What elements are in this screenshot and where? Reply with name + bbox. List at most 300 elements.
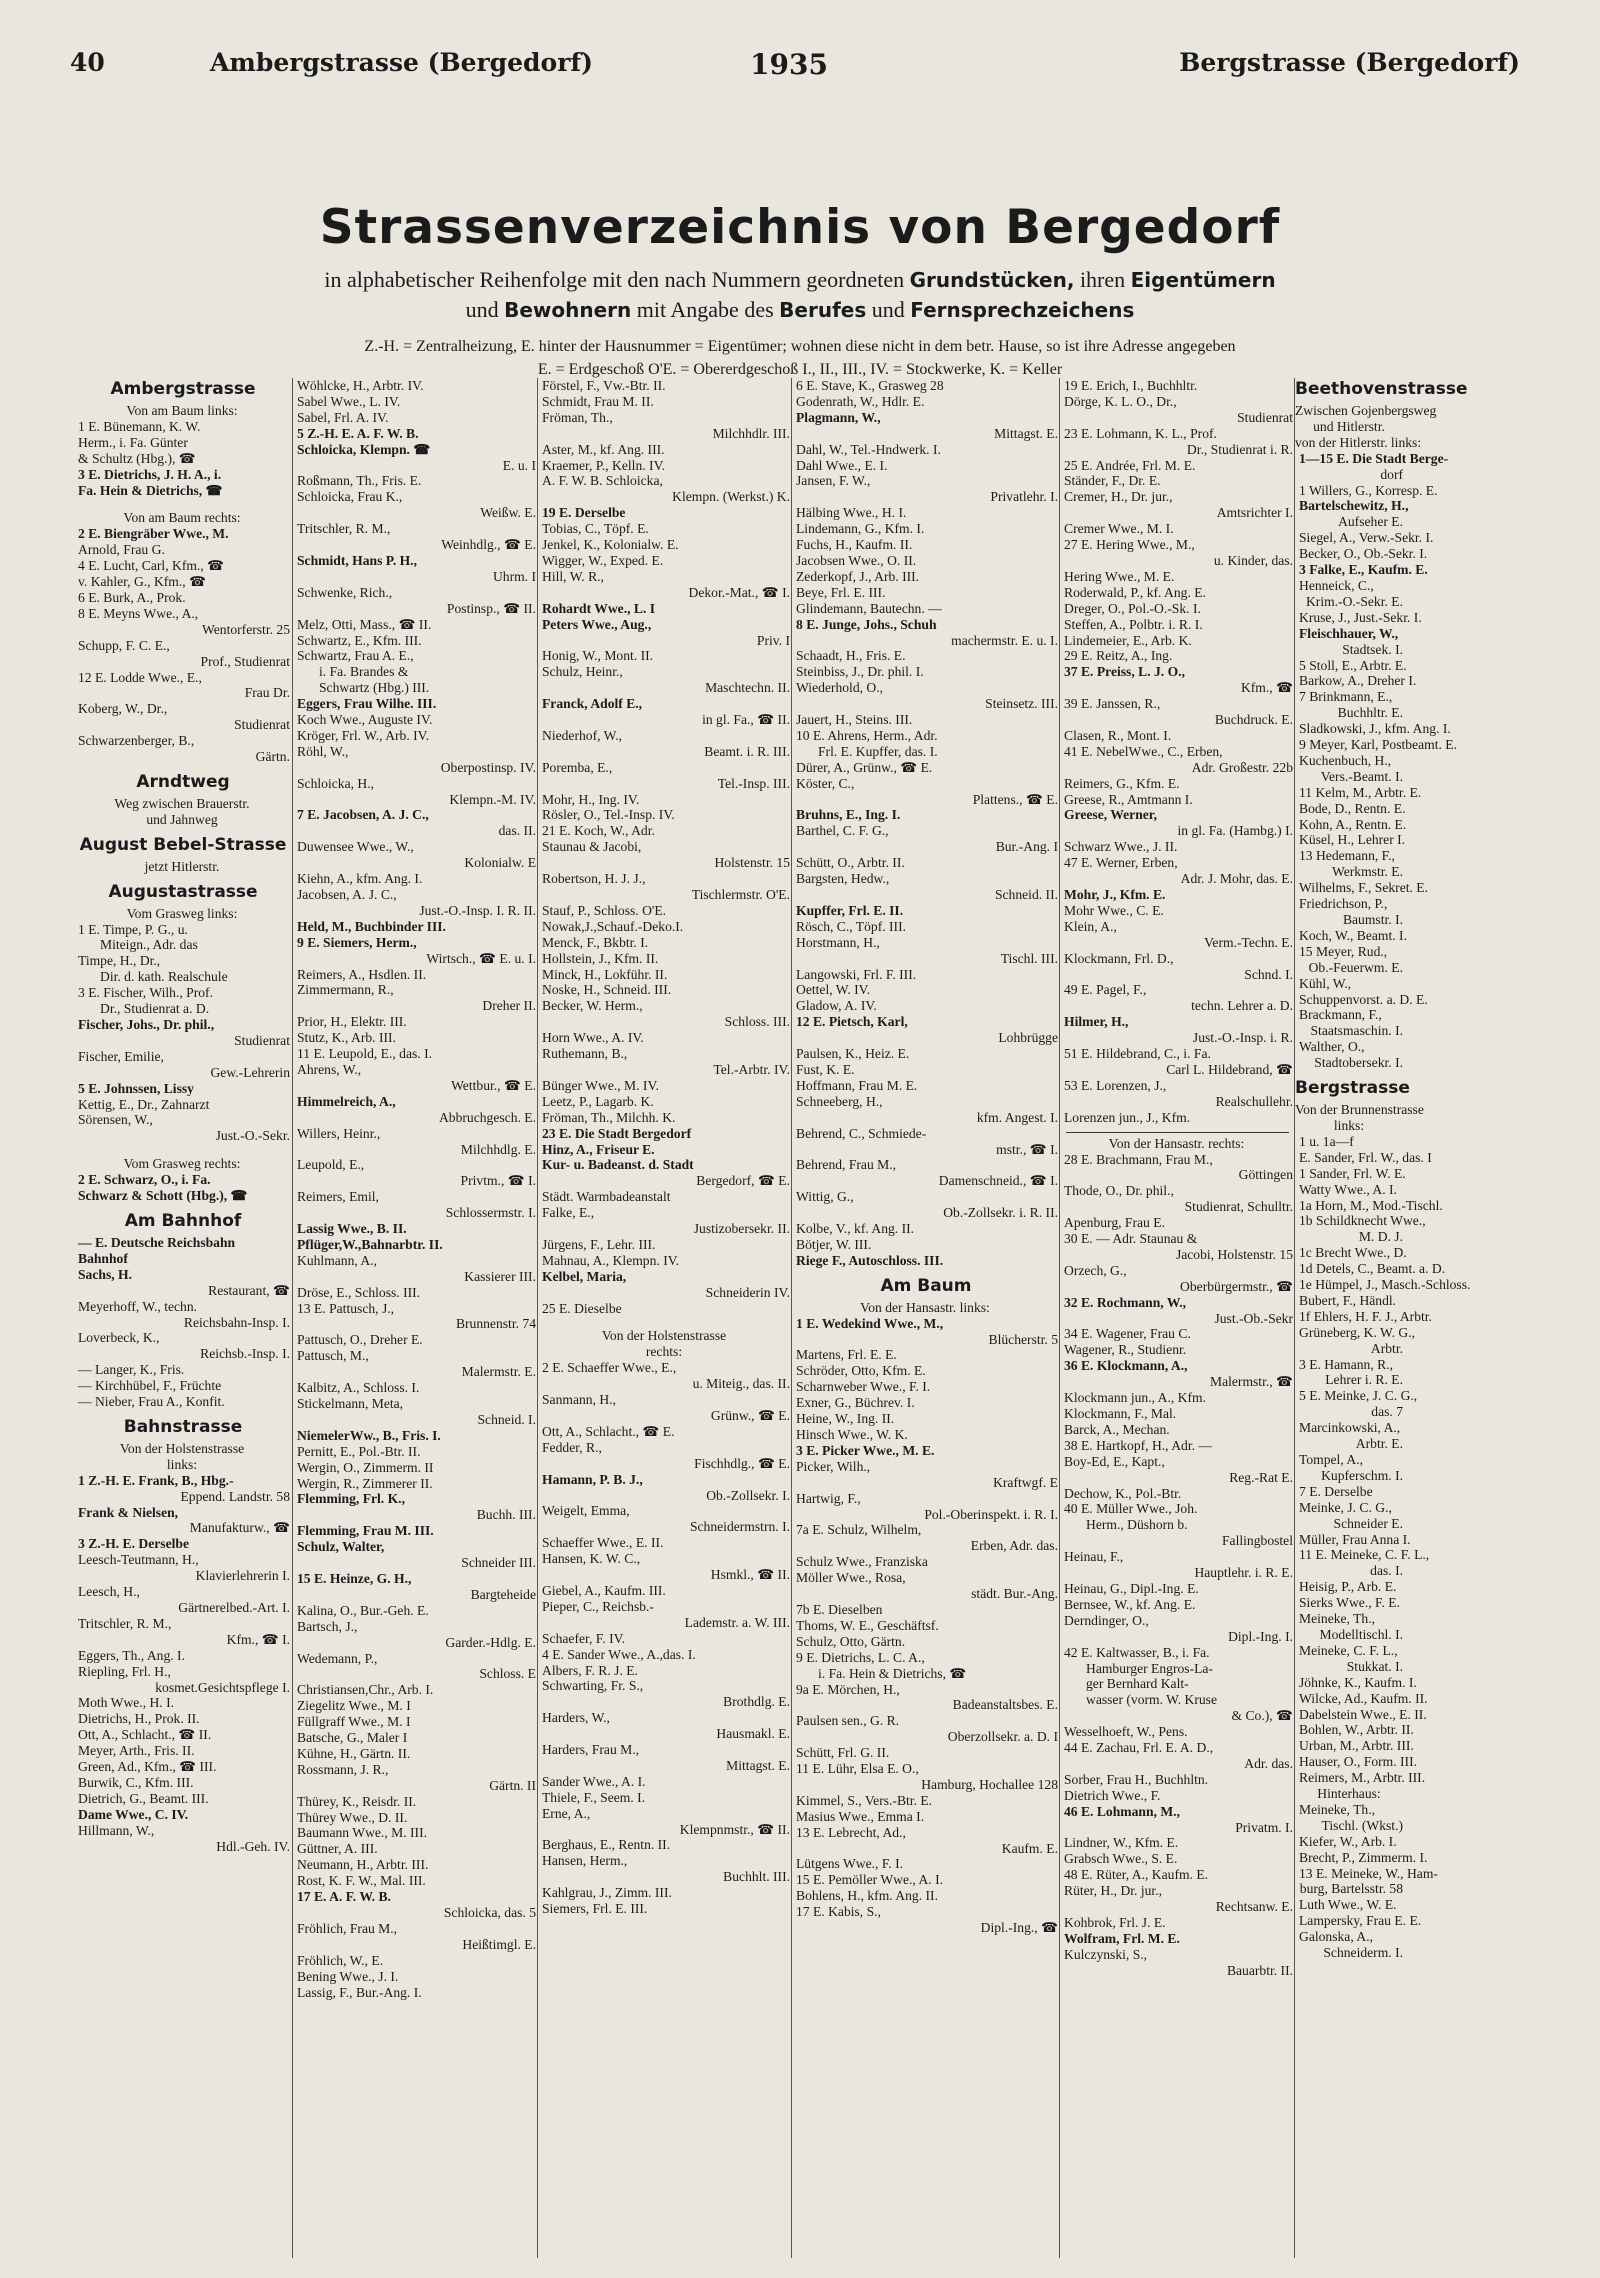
entry-line: Beamt. i. R. III. [704,743,790,759]
entry-line: Schuppenvorst. a. D. E. [1299,991,1428,1007]
direction-note: Von am Baum rechts: [123,510,241,526]
entry-line: Marcinkowski, A., [1299,1420,1401,1436]
entry-line: Flemming, Frau M. III. [297,1523,434,1539]
entry-line: Thürey, K., Reisdr. II. [297,1793,417,1809]
entry-line: dorf [1380,466,1403,482]
entry-line: Meyerhoff, W., techn. [78,1298,198,1314]
entry-line: Mohr Wwe., C. E. [1064,902,1164,918]
entry-line: Milchhdlg. E. [460,1141,536,1157]
entry-line: Adr. Großestr. 22b [1191,759,1293,775]
entry-line: Dreher II. [482,998,536,1014]
entry-line: Klavierlehrerin I. [195,1568,290,1584]
entry-line: Klein, A., [1064,918,1117,934]
entry-line: 13 E. Lebrecht, Ad., [796,1824,906,1840]
entry-line: i. Fa. Brandes & [319,664,409,680]
entry-line: & Schultz (Hbg.), ☎ [78,450,196,466]
entry-line: Hinz, A., Friseur E. [542,1141,655,1157]
entry-line: Privtm., ☎ I. [460,1173,536,1189]
entry-line: Lehrer i. R. E. [1325,1372,1403,1388]
entry-line: Burwik, C., Kfm. III. [78,1774,194,1790]
entry-line: Tischl. (Wkst.) [1321,1817,1403,1833]
entry-line: Jacobsen, A. J. C., [297,887,397,902]
entry-line: Wergin, O., Zimmerm. II [297,1459,434,1475]
entry-line: Reimers, M., Arbtr. III. [1299,1770,1426,1786]
entry-line: 13 E. Meineke, W., Ham- [1299,1865,1438,1881]
entry-line: Steinbiss, J., Dr. phil. I. [796,664,924,680]
entry-line: Werkmstr. E. [1331,864,1403,880]
entry-line: 42 E. Kaltwasser, B., i. Fa. [1064,1644,1210,1660]
entry-line: Ott, A., Schlacht., ☎ E. [542,1423,675,1439]
entry-line: Grüneberg, K. W. G., [1299,1324,1416,1340]
entry-line: Dipl.-Ing. I. [1228,1628,1293,1644]
entry-line: Ziegelitz Wwe., M. I [297,1698,411,1714]
entry-line: Barkow, A., Dreher I. [1299,673,1417,689]
entry-line: Gärtnerelbed.-Art. I. [178,1600,290,1615]
entry-line: 11 E. Meineke, C. F. L., [1299,1547,1430,1563]
street-heading: Am Bahnhof [124,1210,242,1231]
entry-line: Kühne, H., Gärtn. II. [297,1745,411,1761]
entry-line: Klockmann, Frl. D., [1064,950,1174,966]
entry-line: Klockmann, F., Mal. [1064,1406,1177,1421]
entry-line: Meineke, C. F. L., [1299,1642,1398,1658]
direction-note: Von der Hansastr. links: [860,1299,990,1315]
entry-line: Rösler, O., Tel.-Insp. IV. [542,807,675,823]
entry-line: 3 Z.-H. E. Derselbe [78,1536,190,1552]
entry-line: 17 E. A. F. W. B. [297,1889,391,1905]
entry-line: 40 E. Müller Wwe., Joh. [1064,1501,1198,1517]
entry-line: Aufseher E. [1338,514,1403,530]
direction-note: jetzt Hitlerstr. [144,858,220,874]
entry-line: Frank & Nielsen, [78,1504,179,1520]
direction-note: Vom Grasweg links: [126,905,238,921]
directory-column-5 [1059,378,1295,2258]
entry-line: Wiederhold, O., [796,680,884,696]
entry-line: Fischer, Emilie, [78,1048,164,1064]
entry-line: machermstr. E. u. I. [951,632,1058,648]
entry-line: Plagmann, W., [796,409,881,425]
entry-line: Restaurant, ☎ [208,1282,290,1298]
entry-line: Lütgens Wwe., F. I. [796,1856,904,1872]
subtitle-bold: Fernsprechzeichens [910,298,1135,322]
entry-line: 39 E. Janssen, R., [1064,696,1161,712]
entry-line: Schupp, F. C. E., [78,637,170,653]
entry-line: Albers, F. R. J. E. [542,1662,638,1678]
entry-line: Fröman, Th., [542,409,613,425]
entry-line: Scharnweber Wwe., F. I. [796,1379,931,1395]
entry-line: 27 E. Hering Wwe., M., [1064,537,1195,553]
entry-line: Greese, R., Amtmann I. [1064,791,1193,807]
entry-line: 1a Horn, M., Mod.-Tischl. [1299,1197,1443,1213]
entry-line: M. D. J. [1358,1229,1403,1245]
entry-line: Schaadt, H., Fris. E. [796,648,906,664]
entry-line: Sabel, Frl. A. IV. [297,409,389,425]
entry-line: Modelltischl. I. [1319,1626,1403,1642]
header-left-street: Ambergstrasse (Bergedorf) [210,48,593,77]
entry-line: Koch, W., Beamt. I. [1299,927,1407,943]
entry-line: Klempnmstr., ☎ II. [679,1821,790,1837]
entry-line: & Co.), ☎ [1231,1708,1293,1724]
entry-line: Tischlermstr. O'E. [691,887,790,902]
entry-line: Jürgens, F., Lehr. III. [542,1236,656,1252]
entry-line: Krim.-O.-Sekr. E. [1305,593,1403,609]
directory-column-1 [74,378,292,2258]
subtitle-bold: Eigentümern [1130,268,1276,292]
entry-line: Garder.-Hdlg. E. [445,1634,536,1650]
entry-line: Reg.-Rat E. [1229,1469,1293,1485]
entry-line: Schnd. I. [1244,966,1293,982]
entry-line: Reichsbahn-Insp. I. [183,1314,290,1330]
subtitle-bold: Bewohnern [504,298,632,322]
entry-line: Pieper, C., Reichsb.- [542,1598,654,1614]
entry-line: Schwarting, Fr. S., [542,1678,644,1694]
entry-line: 8 E. Junge, Johs., Schuh [796,616,937,632]
entry-line: Fröhlich, Frau M., [297,1920,398,1936]
entry-line: Fallingbostel [1222,1533,1293,1549]
entry-line: Christiansen,Chr., Arb. I. [297,1682,434,1698]
entry-line: Loverbeck, K., [78,1330,160,1346]
entry-line: Kühl, W., [1299,975,1352,991]
entry-line: Weinhdlg., ☎ E. [441,537,536,553]
entry-line: Güttner, A. III. [297,1841,378,1857]
entry-line: Noske, H., Schneid. III. [542,982,672,998]
entry-line: Schaeffer Wwe., E. II. [542,1535,664,1551]
entry-line: Niederhof, W., [542,727,623,743]
directory-column-6 [1294,378,1471,2258]
entry-line: 2 E. Schaeffer Wwe., E., [542,1360,677,1376]
entry-line: Fuchs, H., Kaufm. II. [796,537,913,553]
entry-line: Koch Wwe., Auguste IV. [297,712,433,728]
entry-line: Privatlehr. I. [990,489,1058,505]
entry-line: 3 Falke, E., Kaufm. E. [1299,562,1428,578]
entry-line: Amtsrichter I. [1216,505,1293,521]
entry-line: Schaefer, F. IV. [542,1630,626,1646]
entry-line: Hollstein, J., Kfm. II. [542,950,659,966]
entry-line: ger Bernhard Kalt- [1086,1676,1189,1692]
direction-note: und Hitlerstr. [1313,418,1385,434]
entry-line: techn. Lehrer a. D. [1191,998,1293,1014]
entry-line: Clasen, R., Mont. I. [1064,727,1172,743]
entry-line: 11 Kelm, M., Arbtr. E. [1299,784,1422,800]
entry-line: Klempn.-M. IV. [449,791,536,807]
entry-line: Sabel Wwe., L. IV. [297,393,401,409]
entry-line: Harders, W., [542,1710,610,1726]
entry-line: Malermstr., ☎ [1209,1374,1293,1390]
entry-line: 7 E. Derselbe [1299,1483,1373,1499]
entry-line: Zederkopf, J., Arb. III. [796,568,920,584]
entry-line: Honig, W., Mont. II. [542,648,654,664]
entry-line: Fischhdlg., ☎ E. [694,1455,790,1471]
entry-line: Barthel, C. F. G., [796,823,889,839]
entry-line: Dahl, W., Tel.-Hndwerk. I. [796,441,941,457]
entry-line: Dröse, E., Schloss. III. [297,1284,421,1300]
entry-line: Becker, O., Ob.-Sekr. I. [1299,546,1428,562]
entry-line: Koberg, W., Dr., [78,701,168,717]
entry-line: Eggers, Frau Wilhe. III. [297,696,437,712]
entry-line: Studienrat [234,717,290,733]
entry-line: Ständer, F., Dr. E. [1064,473,1161,489]
entry-line: Sörensen, W., [78,1112,153,1128]
entry-line: Ob.-Zollsekr. I. [706,1487,790,1503]
entry-line: Schloicka, Frau K., [297,489,403,505]
entry-line: Ob.-Zollsekr. i. R. II. [943,1205,1058,1221]
entry-line: v. Kahler, G., Kfm., ☎ [78,574,207,590]
entry-line: Hauptlehr. i. R. E. [1194,1565,1293,1581]
directory-column-2 [292,378,538,2258]
entry-line: 9 E. Dietrichs, L. C. A., [796,1649,925,1665]
entry-line: Orzech, G., [1064,1262,1127,1278]
entry-line: das. I. [1370,1563,1403,1579]
entry-line: Langowski, Frl. F. III. [796,966,917,982]
entry-line: Kassierer III. [464,1268,536,1284]
entry-line: — E. Deutsche Reichsbahn [78,1234,236,1250]
entry-line: Moth Wwe., H. I. [78,1695,175,1711]
entry-line: Reichsb.-Insp. I. [200,1346,290,1362]
entry-line: 46 E. Lohmann, M., [1064,1803,1180,1819]
entry-line: Lampersky, Frau E. E. [1299,1913,1422,1929]
entry-line: Thiele, F., Seem. I. [542,1789,646,1805]
entry-line: Oettel, W. IV. [796,982,871,998]
entry-line: Exner, G., Büchrev. I. [796,1395,915,1411]
entry-line: 32 E. Rochmann, W., [1064,1294,1186,1310]
entry-line: Stauf, P., Schloss. O'E. [542,902,667,918]
entry-line: Siemers, Frl. E. III. [542,1901,648,1917]
entry-line: Fa. Hein & Dietrichs, ☎ [78,482,223,498]
entry-line: Wentorferstr. 25 [202,621,290,637]
entry-line: 1 u. 1a—f [1299,1133,1354,1149]
entry-line: Jauert, H., Steins. III. [796,712,913,728]
running-header [60,48,1540,88]
entry-line: Derndinger, O., [1064,1612,1149,1628]
street-heading: Am Baum [880,1275,972,1296]
entry-line: Arnold, Frau G. [78,542,165,558]
entry-line: Pol.-Oberinspekt. i. R. I. [924,1506,1058,1522]
entry-line: 48 E. Rüter, A., Kaufm. E. [1064,1867,1209,1883]
entry-line: Müller, Frau Anna I. [1299,1531,1411,1547]
entry-line: Sander Wwe., A. I. [542,1773,646,1789]
entry-line: Städt. Warmbadeanstalt [542,1189,671,1205]
entry-line: kfm. Angest. I. [976,1109,1058,1125]
entry-line: 15 Meyer, Rud., [1299,943,1388,959]
entry-line: Hausmakl. E. [716,1726,790,1742]
entry-line: Herm., Düshorn b. [1086,1517,1188,1533]
entry-line: Hilmer, H., [1064,1014,1129,1030]
entry-line: Reimers, Emil, [297,1189,379,1205]
entry-line: Gärtn. II [489,1777,536,1793]
entry-line: — Nieber, Frau A., Konfit. [78,1394,225,1410]
entry-line: Thode, O., Dr. phil., [1064,1183,1174,1199]
entry-line: Jacobi, Holstenstr. 15 [1175,1246,1293,1262]
entry-line: Baumann Wwe., M. III. [297,1825,427,1841]
entry-line: 7 E. Jacobsen, A. J. C., [297,807,429,823]
entry-line: Timpe, H., Dr., [78,953,161,969]
entry-line: Bernsee, W., kf. Ang. E. [1064,1596,1196,1612]
entry-line: Kulczynski, S., [1064,1946,1148,1962]
entry-line: Greese, Werner, [1064,807,1157,823]
entry-line: Dörge, K. L. O., Dr., [1064,393,1177,409]
entry-line: Lindner, W., Kfm. E. [1064,1835,1179,1851]
entry-line: Wagener, R., Studienr. [1064,1342,1187,1358]
entry-line: Heisig, P., Arb. E. [1299,1579,1397,1595]
entry-line: Mittagst. E. [994,425,1058,441]
entry-line: Becker, W. Herm., [542,998,643,1014]
entry-line: Brackmann, F., [1299,1007,1382,1023]
entry-line: 1c Brecht Wwe., D. [1299,1245,1407,1261]
entry-line: Lassig, F., Bur.-Ang. I. [297,1984,422,2000]
entry-line: Gladow, A. IV. [796,998,877,1014]
entry-line: Hälbing Wwe., H. I. [796,505,907,521]
entry-line: Dekor.-Mat., ☎ I. [688,584,790,600]
subtitle [60,265,1540,325]
entry-line: Mohr, H., Ing. IV. [542,791,640,807]
street-heading: Arndtweg [136,771,230,792]
entry-line: Buchdruck. E. [1214,712,1293,728]
entry-line: 23 E. Die Stadt Bergedorf [542,1125,692,1141]
entry-line: Förstel, F., Vw.-Btr. II. [542,378,666,393]
entry-line: Klempn. (Werkst.) K. [672,489,790,505]
entry-line: Staatsmaschin. I. [1310,1023,1403,1039]
entry-line: Schulz, Walter, [297,1539,385,1555]
entry-line: Mahnau, A., Klempn. IV. [542,1252,680,1268]
entry-line: u. Kinder, das. [1213,552,1293,568]
direction-note: links: [1333,1117,1365,1133]
entry-line: Kröger, Frl. W., Arb. IV. [297,727,430,743]
entry-line: 5 E. Johnssen, Lissy [78,1080,194,1096]
entry-line: Ruthemann, B., [542,1046,628,1062]
entry-line: Luth Wwe., W. E. [1299,1897,1397,1913]
entry-line: 1 Willers, G., Korresp. E. [1299,482,1438,498]
entry-line: Kolonialw. E [464,855,536,871]
entry-line: städt. Bur.-Ang. [971,1586,1058,1602]
entry-line: Lindemeier, E., Arb. K. [1064,632,1192,648]
street-heading: Ambergstrasse [110,379,256,399]
entry-line: Köster, C., [796,775,855,791]
entry-line: Just.-O.-Insp. I. R. II. [419,902,536,918]
direction-note: und Jahnweg [146,811,218,827]
direction-note: rechts: [645,1344,683,1360]
entry-line: Schwarz & Schott (Hbg.), ☎ [78,1188,248,1204]
entry-line: Bur.-Ang. I [995,839,1058,855]
entry-line: Bartelschewitz, H., [1299,498,1409,514]
entry-line: 44 E. Zachau, Frl. E. A. D., [1064,1740,1214,1756]
entry-line: Hillmann, W., [78,1822,155,1838]
entry-line: Bening Wwe., J. I. [297,1968,399,1984]
entry-line: Vers.-Beamt. I. [1320,768,1403,784]
entry-line: 2 E. Schwarz, O., i. Fa. [78,1172,211,1188]
entry-line: Buchhltr. E. [1337,705,1403,721]
entry-line: Galonska, A., [1299,1929,1374,1945]
entry-line: Tobias, C., Töpf. E. [542,521,649,537]
entry-line: Schmidt, Frau M. II. [542,393,654,409]
direction-note: Von der Holstenstrasse [119,1440,245,1456]
entry-line: Green, Ad., Kfm., ☎ III. [78,1759,217,1775]
direction-note: Von der Hansastr. rechts: [1108,1135,1245,1151]
subtitle-bold: Grundstücken, [909,268,1075,292]
entry-line: Kaufm. E. [1001,1840,1058,1856]
direction-note: Weg zwischen Brauerstr. [114,795,250,811]
entry-line: Stadtsek. I. [1342,641,1403,657]
entry-line: Steinsetz. III. [985,696,1058,712]
entry-line: 9 Meyer, Karl, Postbeamt. E. [1299,737,1458,753]
entry-line: Dame Wwe., C. IV. [78,1806,189,1822]
entry-line: Verm.-Techn. E. [1204,934,1293,950]
entry-line: Dahl Wwe., E. I. [796,457,888,473]
entry-line: Sorber, Frau H., Buchhltn. [1064,1771,1209,1787]
entry-line: Tompel, A., [1299,1452,1363,1467]
entry-line: Poremba, E., [542,759,613,775]
entry-line: Just.-O.-Insp. i. R. [1192,1030,1293,1046]
entry-line: Schneider E. [1333,1515,1403,1531]
entry-line: Dipl.-Ing., ☎ [980,1920,1058,1936]
entry-line: Göttingen [1238,1167,1293,1183]
entry-line: Kraemer, P., Kelln. IV. [542,457,666,473]
entry-line: Miteign., Adr. das [100,937,198,953]
entry-line: Jenkel, K., Kolonialw. E. [542,537,679,553]
entry-line: Oberzollsekr. a. D. I [947,1729,1058,1745]
entry-line: 15 E. Heinze, G. H., [297,1570,412,1586]
entry-line: Cremer Wwe., M. I. [1064,521,1174,537]
entry-line: 1e Hümpel, J., Masch.-Schloss. [1299,1277,1471,1293]
entry-line: Dabelstein Wwe., E. II. [1299,1706,1427,1722]
entry-line: Kuchenbuch, H., [1299,752,1392,768]
entry-line: Postinsp., ☎ II. [446,600,536,616]
entry-line: Horn Wwe., A. IV. [542,1030,644,1046]
entry-line: Bohlens, H., kfm. Ang. II. [796,1888,938,1904]
entry-line: Wedemann, P., [297,1650,378,1666]
entry-line: Franck, Adolf E., [542,696,643,712]
entry-line: 15 E. Pemöller Wwe., A. I. [796,1872,943,1888]
entry-line: Behrend, C., Schmiede- [796,1125,927,1141]
entry-line: Hinsch Wwe., W. K. [796,1427,908,1442]
entry-line: Nowak,J.,Schauf.-Deko.I. [542,918,684,934]
entry-line: Boy-Ed, E., Kapt., [1064,1453,1165,1469]
entry-line: 49 E. Pagel, F., [1064,982,1147,998]
entry-line: burg, Bartelsstr. 58 [1299,1881,1403,1897]
entry-line: 47 E. Werner, Erben, [1064,855,1178,871]
entry-line: Meineke, Th., [1299,1801,1376,1817]
street-heading: August Bebel-Strasse [79,834,287,855]
legend-line: Z.-H. = Zentralheizung, E. hinter der Hausnummer = Eigentümer; wohnen diese nicht in dem betr. Hause, so ist ihre Adresse angegeben [364,338,1236,355]
entry-line: Hering Wwe., M. E. [1064,568,1175,584]
entry-line: Kiefer, W., Arb. I. [1299,1833,1397,1849]
entry-line: Brecht, P., Zimmerm. I. [1299,1849,1428,1865]
entry-line: Kupffer, Frl. E. II. [796,902,904,918]
entry-line: 2 E. Biengräber Wwe., M. [78,526,229,542]
entry-line: Watty Wwe., A. I. [1299,1181,1397,1197]
entry-line: Hsmkl., ☎ II. [710,1567,790,1583]
entry-line: 25 E. Dieselbe [542,1300,622,1316]
entry-line: Dreger, O., Pol.-O.-Sk. I. [1064,600,1201,616]
entry-line: Minck, H., Lokführ. II. [542,966,668,982]
entry-line: Schloss. III. [724,1014,790,1030]
entry-line: Heinau, G., Dipl.-Ing. E. [1064,1580,1199,1596]
entry-line: Erben, Adr. das. [970,1538,1058,1554]
entry-line: 51 E. Hildebrand, C., i. Fa. [1064,1046,1211,1062]
entry-line: Rösch, C., Töpf. III. [796,918,906,934]
entry-line: Bünger Wwe., M. IV. [542,1077,659,1093]
entry-line: Abbruchgesch. E. [438,1109,536,1125]
entry-line: Wettbur., ☎ E. [451,1077,536,1093]
entry-line: Schneidermstrn. I. [689,1519,790,1535]
entry-line: 3 E. Dietrichs, J. H. A., i. [78,466,222,482]
entry-line: 1b Schildknecht Wwe., [1299,1213,1426,1229]
entry-line: das. 7 [1371,1404,1403,1420]
entry-line: Wirtsch., ☎ E. u. I. [426,950,536,966]
entry-line: Studienrat, Schulltr. [1184,1199,1293,1215]
entry-line: Fedder, R., [542,1439,602,1455]
entry-line: Fröman, Th., Milchh. K. [542,1109,676,1125]
entry-line: Godenrath, W., Hdlr. E. [796,393,925,409]
entry-line: Maschtechn. II. [705,680,790,696]
